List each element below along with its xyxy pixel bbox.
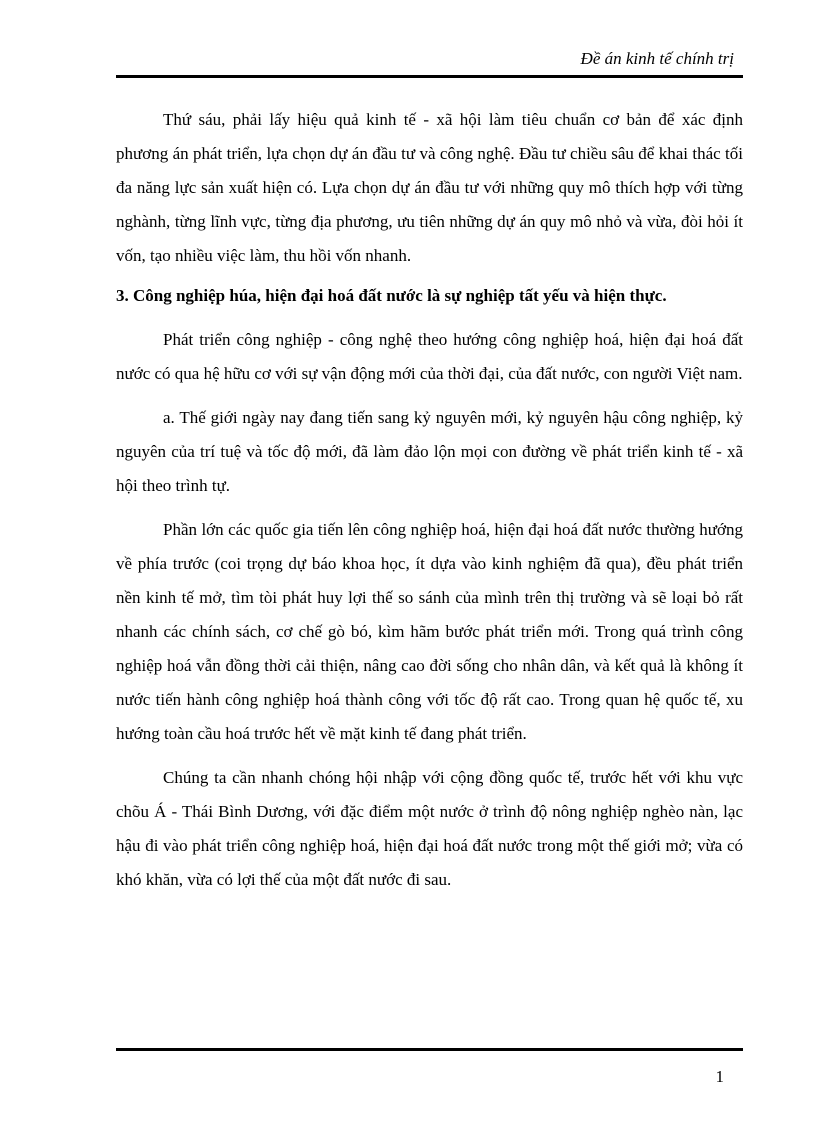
- paragraph-criteria: Thứ sáu, phải lấy hiệu quả kinh tế - xã hội làm tiêu chuẩn cơ bản để xác định phương án phát triển, lựa chọn dự án đầu tư và công nghệ. Đầu tư chiều sâu để khai thác tối đa năng lực sản xuất hiện có. Lựa chọn dự án đầu tư với những quy mô thích hợp với từng nghành, từng lĩnh vực, từng địa phương, ưu tiên những dự án quy mô nhỏ và vừa, đòi hỏi ít vốn, tạo nhiều việc làm, thu hồi vốn nhanh.: [116, 110, 743, 265]
- header-divider: [116, 75, 743, 78]
- paragraph-world-today: a. Thế giới ngày nay đang tiến sang kỷ nguyên mới, kỷ nguyên hậu công nghiệp, kỷ nguyên của trí tuệ và tốc độ mới, đã làm đảo lộn mọi con đường về phát triển kinh tế - xã hội theo trình tự.: [116, 408, 743, 495]
- page-number: 1: [715, 1067, 724, 1086]
- paragraph-development: Phát triển công nghiệp - công nghệ theo hướng công nghiệp hoá, hiện đại hoá đất nước có qua hệ hữu cơ với sự vận động mới của thời đại, của đất nước, con người Việt nam.: [116, 330, 743, 383]
- document-body: [116, 103, 743, 897]
- running-header-title: Đề án kinh tế chính trị: [580, 49, 734, 68]
- paragraph-integration: Chúng ta cần nhanh chóng hội nhập với cộng đồng quốc tế, trước hết với khu vực chõu Á - Thái Bình Dương, với đặc điểm một nước ở trình độ nông nghiệp nghèo nàn, lạc hậu đi vào phát triển công nghiệp hoá, hiện đại hoá đất nước trong một thế giới mở; vừa có khó khăn, vừa có lợi thế của một đất nước đi sau.: [116, 768, 743, 889]
- footer-divider: [116, 1048, 743, 1051]
- paragraph-most-countries: Phần lớn các quốc gia tiến lên công nghiệp hoá, hiện đại hoá đất nước thường hướng về phía trước (coi trọng dự báo khoa học, ít dựa vào kinh nghiệm đã qua), đều phát triển nền kinh tế mở, tìm tòi phát huy lợi thế so sánh của mình trên thị trường và sẽ loại bỏ rất nhanh các chính sách, cơ chế gò bó, kìm hãm bước phát triển mới. Trong quá trình công nghiệp hoá vẫn đồng thời cải thiện, nâng cao đời sống cho nhân dân, và kết quả là không ít nước tiến hành công nghiệp hoá thành công với tốc độ rất cao. Trong quan hệ quốc tế, xu hướng toàn cầu hoá trước hết về mặt kinh tế đang phát triển.: [116, 520, 743, 743]
- section-heading: 3. Công nghiệp húa, hiện đại hoá đất nước là sự nghiệp tất yếu và hiện thực.: [116, 286, 667, 305]
